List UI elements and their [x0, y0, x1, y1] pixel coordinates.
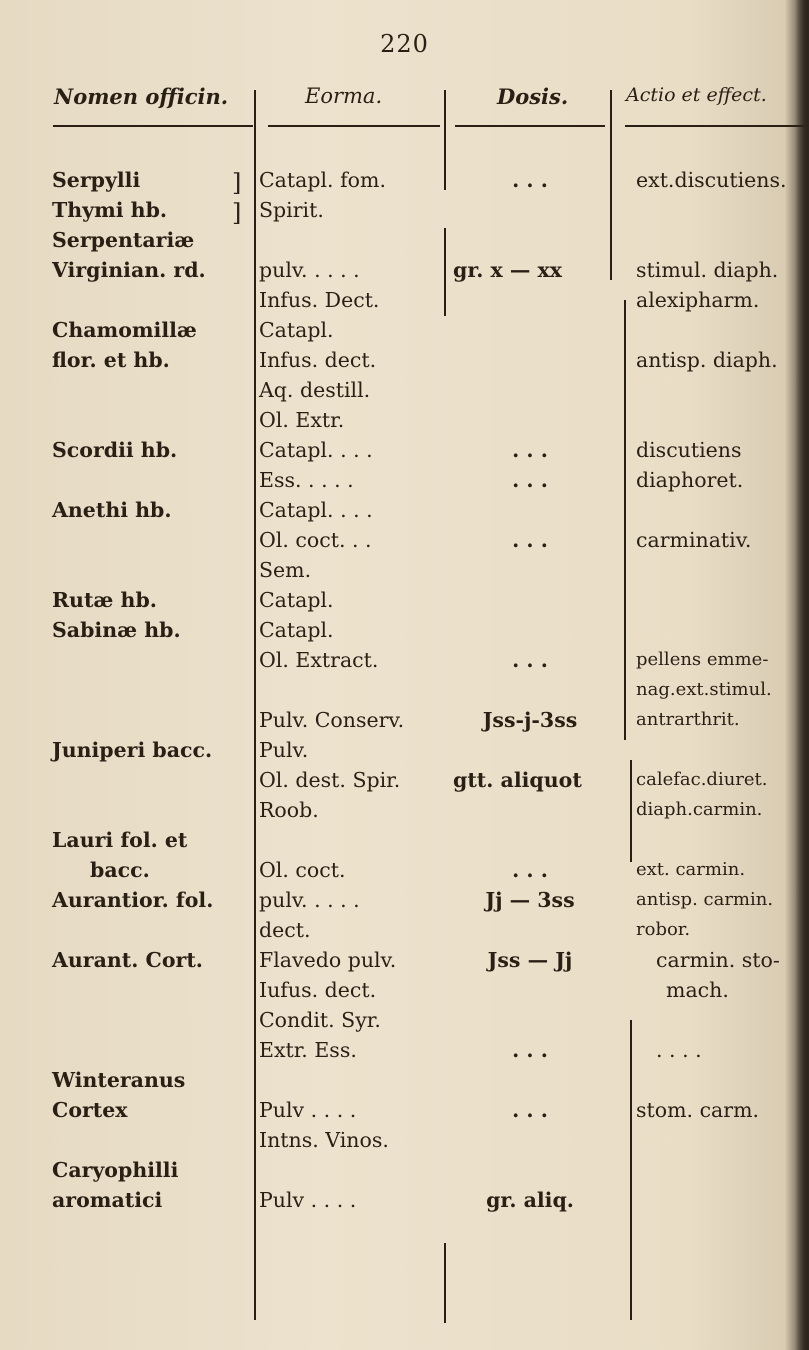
- header-rule: [53, 125, 253, 127]
- column-rule: [610, 90, 612, 280]
- col2-cell: Infus. dect.: [259, 348, 377, 372]
- col2-cell: Infus. Dect.: [259, 288, 380, 312]
- column-rule: [444, 228, 446, 316]
- col4-cell: antisp. diaph.: [636, 348, 778, 372]
- col2-cell: Roob.: [259, 798, 319, 822]
- col4-cell: diaphoret.: [636, 468, 744, 492]
- col2-cell: Catapl.: [259, 618, 334, 642]
- header-rule: [455, 125, 605, 127]
- col2-cell: Spirit.: [259, 198, 324, 222]
- col1-cell: Cortex: [52, 1098, 128, 1122]
- col2-cell: pulv. . . . .: [259, 258, 360, 282]
- col1-cell: Juniperi bacc.: [52, 738, 213, 762]
- col4-cell: ext. carmin.: [636, 859, 746, 880]
- col2-cell: Condit. Syr.: [259, 1008, 381, 1032]
- col1-cell: Winteranus: [52, 1068, 186, 1092]
- col4-cell: alexipharm.: [636, 288, 760, 312]
- col1-cell: Aurant. Cort.: [52, 948, 203, 972]
- col4-cell: nag.ext.stimul.: [636, 679, 772, 700]
- col1-cell: Sabinæ hb.: [52, 618, 181, 642]
- col2-cell: Catapl. fom.: [259, 168, 386, 192]
- column-rule: [624, 300, 626, 740]
- col1-cell: aromatici: [52, 1188, 163, 1212]
- header-rule: [625, 125, 809, 127]
- col1-cell: Rutæ hb.: [52, 588, 157, 612]
- col1-cell: Serpentariæ: [52, 228, 195, 252]
- col2-cell: Ol. dest. Spir.: [259, 768, 401, 792]
- col2-cell: Intns. Vinos.: [259, 1128, 389, 1152]
- col3-cell: . . .: [512, 168, 548, 192]
- col1-cell: flor. et hb.: [52, 348, 170, 372]
- col4-cell: carminativ.: [636, 528, 752, 552]
- col3-cell: . . .: [512, 1038, 548, 1062]
- col2-cell: Pulv . . . .: [259, 1098, 357, 1122]
- col1-cell: Virginian. rd.: [52, 258, 206, 282]
- col1-cell: Caryophilli: [52, 1158, 179, 1182]
- col4-cell: antrarthrit.: [636, 709, 740, 730]
- header-rule: [268, 125, 440, 127]
- col4-cell: stimul. diaph.: [636, 258, 779, 282]
- column-rule: [630, 760, 632, 862]
- col2-cell: Catapl.: [259, 318, 334, 342]
- col1-cell: Thymi hb.: [52, 198, 168, 222]
- column-rule: [254, 90, 256, 1320]
- col3-cell: . . .: [512, 528, 548, 552]
- col3-cell: . . .: [512, 1098, 548, 1122]
- bracket-glyph: ]: [232, 169, 242, 197]
- page-edge-shadow: [795, 0, 809, 1350]
- col2-cell: Ess. . . . .: [259, 468, 354, 492]
- col2-cell: Iufus. dect.: [259, 978, 377, 1002]
- col3-cell: . . .: [512, 438, 548, 462]
- col4-cell: carmin. sto-: [656, 948, 780, 972]
- col2-cell: Extr. Ess.: [259, 1038, 357, 1062]
- col3-cell: . . .: [512, 858, 548, 882]
- col3-cell: Jj — 3ss: [485, 888, 575, 912]
- col1-cell: Chamomillæ: [52, 318, 197, 342]
- col2-cell: Pulv . . . .: [259, 1188, 357, 1212]
- page-number: 220: [380, 30, 429, 58]
- col2-cell: dect.: [259, 918, 311, 942]
- col2-cell: Catapl. . . .: [259, 498, 373, 522]
- bracket-glyph: ]: [232, 199, 242, 227]
- col1-cell: bacc.: [90, 858, 150, 882]
- col3-cell: Jss — Jj: [487, 948, 573, 972]
- col2-cell: Ol. Extract.: [259, 648, 379, 672]
- col2-cell: Aq. destill.: [259, 378, 371, 402]
- col4-cell: diaph.carmin.: [636, 799, 763, 820]
- col2-cell: Catapl. . . .: [259, 438, 373, 462]
- col2-cell: Ol. coct. . .: [259, 528, 372, 552]
- col1-cell: Aurantior. fol.: [52, 888, 214, 912]
- col3-cell: . . .: [512, 648, 548, 672]
- col4-cell: mach.: [666, 978, 729, 1002]
- col2-cell: Ol. Extr.: [259, 408, 345, 432]
- col2-cell: Pulv.: [259, 738, 309, 762]
- col2-cell: Ol. coct.: [259, 858, 346, 882]
- col4-cell: calefac.diuret.: [636, 769, 768, 790]
- header-actio: Actio et effect.: [626, 84, 767, 106]
- col1-cell: Serpylli: [52, 168, 141, 192]
- col4-cell: . . . .: [656, 1038, 702, 1062]
- header-forma: Eorma.: [305, 84, 383, 108]
- header-nomen: Nomen officin.: [54, 84, 229, 109]
- column-rule: [444, 1243, 446, 1323]
- col4-cell: ext.discutiens.: [636, 168, 787, 192]
- column-rule: [630, 1020, 632, 1320]
- col3-cell: Jss-j-3ss: [482, 708, 578, 732]
- col2-cell: Flavedo pulv.: [259, 948, 397, 972]
- col4-cell: discutiens: [636, 438, 742, 462]
- col2-cell: Sem.: [259, 558, 312, 582]
- col1-cell: Anethi hb.: [52, 498, 172, 522]
- col4-cell: stom. carm.: [636, 1098, 760, 1122]
- col1-cell: Scordii hb.: [52, 438, 178, 462]
- col4-cell: robor.: [636, 919, 691, 940]
- col3-cell: gtt. aliquot: [453, 768, 582, 792]
- col2-cell: Catapl.: [259, 588, 334, 612]
- col3-cell: . . .: [512, 468, 548, 492]
- col3-cell: gr. x — xx: [453, 258, 562, 282]
- col4-cell: antisp. carmin.: [636, 889, 774, 910]
- col4-cell: pellens emme-: [636, 649, 769, 670]
- col3-cell: gr. aliq.: [486, 1188, 574, 1212]
- col2-cell: Pulv. Conserv.: [259, 708, 405, 732]
- column-rule: [444, 90, 446, 190]
- col1-cell: Lauri fol. et: [52, 828, 188, 852]
- header-dosis: Dosis.: [497, 84, 569, 109]
- col2-cell: pulv. . . . .: [259, 888, 360, 912]
